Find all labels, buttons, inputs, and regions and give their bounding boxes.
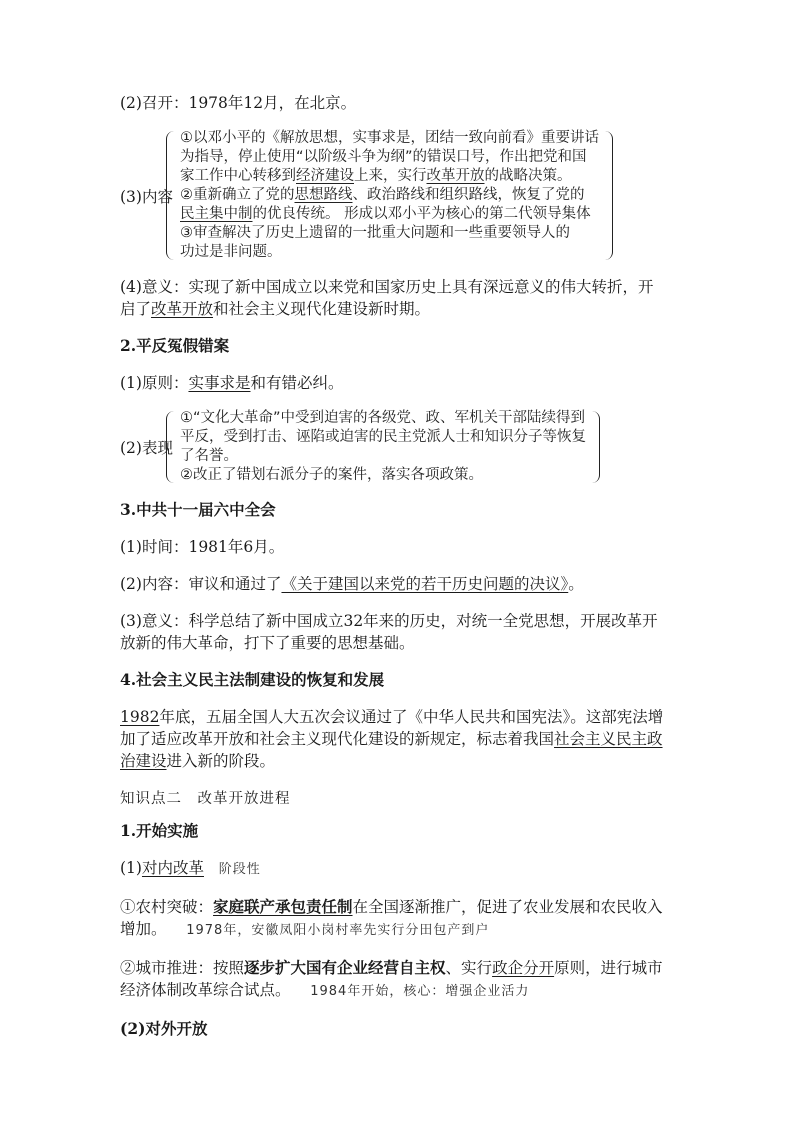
handwritten-note: 1978年，安徽凤阳小岗村率先实行分田包产到户 xyxy=(186,923,490,938)
urban-line-2 xyxy=(120,979,680,1003)
plenum-meaning-2: 放新的伟大革命，打下了重要的思想基础。 xyxy=(120,634,415,652)
text: 原则，进行城市 xyxy=(554,959,663,977)
text: 的战略决策。 xyxy=(484,168,572,184)
underlined-reform-opening: 改革开放 xyxy=(151,300,214,318)
external-opening: (2)对外开放 xyxy=(120,1019,208,1038)
text: 和有错必纠。 xyxy=(250,374,344,392)
text: 的优良传统。 形成以邓小平为核心的第二代领导集体 xyxy=(252,206,591,222)
performance-brace-body xyxy=(166,409,600,485)
underlined-internal-reform: 对内改革 xyxy=(141,859,204,877)
perf-line-2: 平反，受到打击、诬陷或迫害的民主党派人士和知识分子等恢复 xyxy=(180,429,586,445)
content-line-3 xyxy=(180,167,599,186)
text: 启了 xyxy=(120,300,152,318)
underlined-construction: 治建设 xyxy=(120,752,167,770)
handwritten-note: 阶段性 xyxy=(218,862,261,877)
handwritten-note: 1984年开始，核心：增强企业活力 xyxy=(310,984,530,999)
meeting-date: (2)召开：1978年12月，在北京。 xyxy=(120,94,357,112)
text: 年底，五届全国人大五次会议通过了《中华人民共和国宪法》。这部宪法增 xyxy=(159,708,664,726)
text: 。 xyxy=(568,575,584,593)
internal-reform xyxy=(120,857,680,881)
heading-4: 4.社会主义民主法制建设的恢复和发展 xyxy=(120,670,385,689)
perf-line-1: ①“文化大革命”中受到迫害的各级党、政、军机关干部陆续得到 xyxy=(180,410,586,426)
underlined-democracy: 社会主义民主政 xyxy=(554,730,663,748)
meaning-line-1: (4)意义：实现了新中国成立以来党和国家历史上具有深远意义的伟大转折，开 xyxy=(120,278,654,296)
text: 、实行 xyxy=(445,959,493,977)
left-brace xyxy=(166,411,177,483)
content-line-4 xyxy=(180,186,599,205)
underlined-economic: 经济建设 xyxy=(296,168,354,184)
underlined-separation: 政企分开 xyxy=(492,959,555,977)
urban-line-1 xyxy=(120,957,680,979)
content-brace-body xyxy=(166,129,613,262)
heading-5: 1.开始实施 xyxy=(120,821,199,840)
law-line-1 xyxy=(120,706,680,728)
text: 、政治路线和组织路线，恢复了党的 xyxy=(352,187,585,203)
text: 进入新的阶段。 xyxy=(166,752,276,770)
content-line-1: ①以邓小平的《解放思想，实事求是，团结一致向前看》重要讲话 xyxy=(180,130,599,146)
right-brace xyxy=(602,131,613,260)
underlined-ideology: 思想路线 xyxy=(294,187,353,203)
text: (2)内容：审议和通过了 xyxy=(120,575,282,593)
section-title: 知识点二 改革开放进程 xyxy=(120,791,291,807)
text: 在全国逐渐推广，促进了农业发展和农民收入 xyxy=(352,898,663,916)
content-block xyxy=(120,129,680,262)
bold-autonomy: 国有企业经营自主权 xyxy=(306,958,446,977)
underlined-resolution: 《关于建国以来党的若干历史问题的决议》 xyxy=(281,575,569,593)
underlined-reform: 改革开放 xyxy=(426,168,485,184)
performance-label: (2)表现 xyxy=(120,439,173,457)
underlined-democratic: 民主集中制 xyxy=(180,206,253,222)
rural-line-2 xyxy=(120,918,680,942)
content-label: (3)内容 xyxy=(120,187,173,206)
text: 加了适应改革开放和社会主义现代化建设的新规定，标志着我国 xyxy=(120,730,555,748)
law-line-3 xyxy=(120,750,680,772)
bold-gradually: 逐步扩大 xyxy=(244,958,307,977)
law-line-2 xyxy=(120,728,680,750)
heading-2: 2.平反冤假错案 xyxy=(120,336,230,355)
underlined-seek-truth: 实事求是 xyxy=(188,374,251,392)
plenum-content xyxy=(120,573,680,595)
text: 和社会主义现代化建设新时期。 xyxy=(213,300,431,318)
text: ②城市推进：按照 xyxy=(120,959,245,977)
text: 经济体制改革综合试点。 xyxy=(120,981,291,999)
text: ①农村突破： xyxy=(120,898,214,916)
content-line-2: 为指导，停止使用“以阶级斗争为纲”的错误口号，作出把党和国 xyxy=(180,149,587,165)
text: (1)原则： xyxy=(120,374,189,392)
underlined-1982: 1982 xyxy=(120,708,160,726)
plenum-time: (1)时间：1981年6月。 xyxy=(120,538,285,556)
text: 家工作中心转移到 xyxy=(180,168,296,184)
perf-line-3: 了名誉。 xyxy=(180,448,238,464)
principle-line xyxy=(120,372,680,394)
rural-line-1 xyxy=(120,896,680,918)
perf-line-4: ②改正了错划右派分子的案件，落实各项政策。 xyxy=(180,467,483,483)
plenum-meaning-1: (3)意义：科学总结了新中国成立32年来的历史，对统一全党思想，开展改革开 xyxy=(120,612,658,630)
content-line-7: 功过是非问题。 xyxy=(180,244,282,260)
left-brace xyxy=(166,131,177,260)
performance-block xyxy=(120,409,680,485)
meaning-line-2 xyxy=(120,298,680,320)
underlined-household: 家庭联产承包责任制 xyxy=(213,897,353,916)
right-brace xyxy=(589,411,600,483)
text: (1) xyxy=(120,859,142,877)
text: ②重新确立了党的 xyxy=(180,187,295,203)
text: 上来，实行 xyxy=(354,168,427,184)
text: 增加。 xyxy=(120,920,167,938)
content-line-6: ③审查解决了历史上遗留的一批重大问题和一些重要领导人的 xyxy=(180,225,570,241)
content-line-5 xyxy=(180,205,599,224)
heading-3: 3.中共十一届六中全会 xyxy=(120,500,276,519)
document-page xyxy=(120,92,680,1055)
